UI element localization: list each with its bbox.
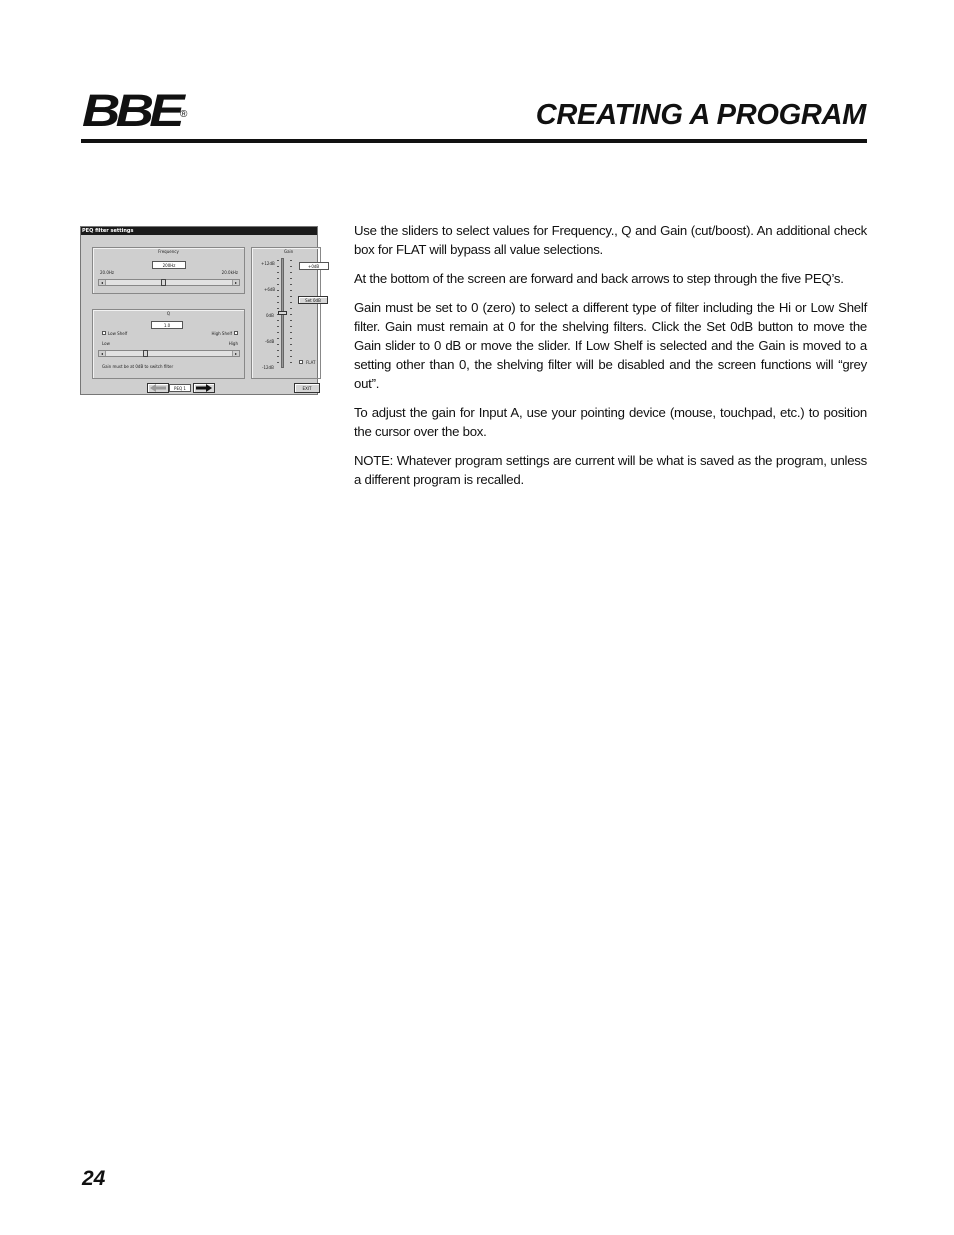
q-group [92, 309, 245, 379]
slider-right-arrow-icon[interactable]: ▸ [232, 280, 239, 285]
frequency-group-title: Frequency [158, 249, 179, 254]
frequency-group [92, 247, 245, 294]
paragraph-input-a: To adjust the gain for Input A, use your pointing device (mouse, touchpad, etc.) to position the cursor over the box. [354, 405, 867, 439]
gain-scale-label: +6dB [264, 287, 276, 292]
paragraph-gain: Gain must be set to 0 (zero) to select a different type of filter including the Hi or Low Shelf filter. Gain must remain at 0 for the shelving filters. Click the Set 0dB button to move the Gain slider to 0 dB or move the slider. If Low Shelf is selected and the Gain is moved to a setting other than 0, the shelving filter will be disabled and the screen functions will “grey out”. [354, 300, 867, 391]
paragraph-arrows: At the bottom of the screen are forward and back arrows to step through the five PEQ’s. [354, 271, 844, 286]
gain-group [251, 247, 321, 379]
peq-filter-settings-screenshot [80, 226, 321, 395]
frequency-slider[interactable] [98, 279, 240, 286]
gain-group-title: Gain [284, 249, 294, 254]
gain-scale-label: 0dB [266, 313, 274, 318]
left-arrow-icon [150, 384, 166, 392]
registered-mark: ® [180, 109, 188, 120]
paragraph-sliders: Use the sliders to select values for Frequency., Q and Gain (cut/boost). An additional check box for FLAT will bypass all value selections. [354, 223, 867, 257]
low-shelf-checkbox[interactable] [102, 331, 106, 335]
peq-number-field: PEQ 1 [169, 384, 191, 392]
forward-button[interactable] [193, 383, 215, 393]
switch-filter-note: Gain must be at 0dB to switch filter [102, 364, 174, 369]
q-low-label: Low [102, 341, 110, 346]
right-arrow-icon [196, 384, 212, 392]
body-text [354, 221, 867, 499]
q-slider[interactable] [98, 350, 240, 357]
gain-scale-label: -6dB [265, 339, 275, 344]
slider-right-arrow-icon[interactable]: ▸ [232, 351, 239, 356]
header-rule [81, 139, 867, 143]
q-high-label: High [228, 341, 238, 346]
gain-scale-label: -12dB [262, 365, 274, 370]
frequency-slider-thumb[interactable] [161, 279, 166, 286]
slider-left-arrow-icon[interactable]: ◂ [99, 280, 106, 285]
exit-button[interactable]: EXIT [294, 383, 320, 393]
flat-label: FLAT [306, 360, 316, 365]
bbe-logo-mark [82, 85, 188, 136]
gain-scale-label: +12dB [261, 261, 275, 266]
paragraph-note: NOTE: Whatever program settings are current will be what is saved as the program, unless a different program is recalled. [354, 453, 867, 487]
frequency-value-field[interactable]: 200Hz [152, 261, 186, 269]
set-0db-button[interactable]: Set 0dB [298, 296, 328, 304]
q-slider-thumb[interactable] [143, 350, 148, 357]
slider-left-arrow-icon[interactable]: ◂ [99, 351, 106, 356]
back-button[interactable] [147, 383, 169, 393]
bbe-logo [82, 85, 188, 136]
window-title: PEQ filter settings [81, 227, 317, 235]
logo-text: BBE [82, 85, 188, 136]
frequency-max-label: 20.0kHz [221, 270, 238, 275]
gain-slider-thumb[interactable] [278, 311, 287, 315]
page-title: CREATING A PROGRAM [535, 99, 866, 131]
low-shelf-label: Low Shelf [108, 331, 128, 336]
gain-value-field[interactable]: +0dB [299, 262, 329, 270]
high-shelf-checkbox[interactable] [234, 331, 238, 335]
page-number: 24 [82, 1167, 106, 1190]
flat-checkbox[interactable] [299, 360, 303, 364]
q-value-field[interactable]: 1.0 [151, 321, 183, 329]
frequency-min-label: 20.0Hz [100, 270, 115, 275]
high-shelf-label: High Shelf [211, 331, 232, 336]
q-group-title: Q [166, 311, 171, 316]
gain-ticks-right [290, 260, 292, 368]
